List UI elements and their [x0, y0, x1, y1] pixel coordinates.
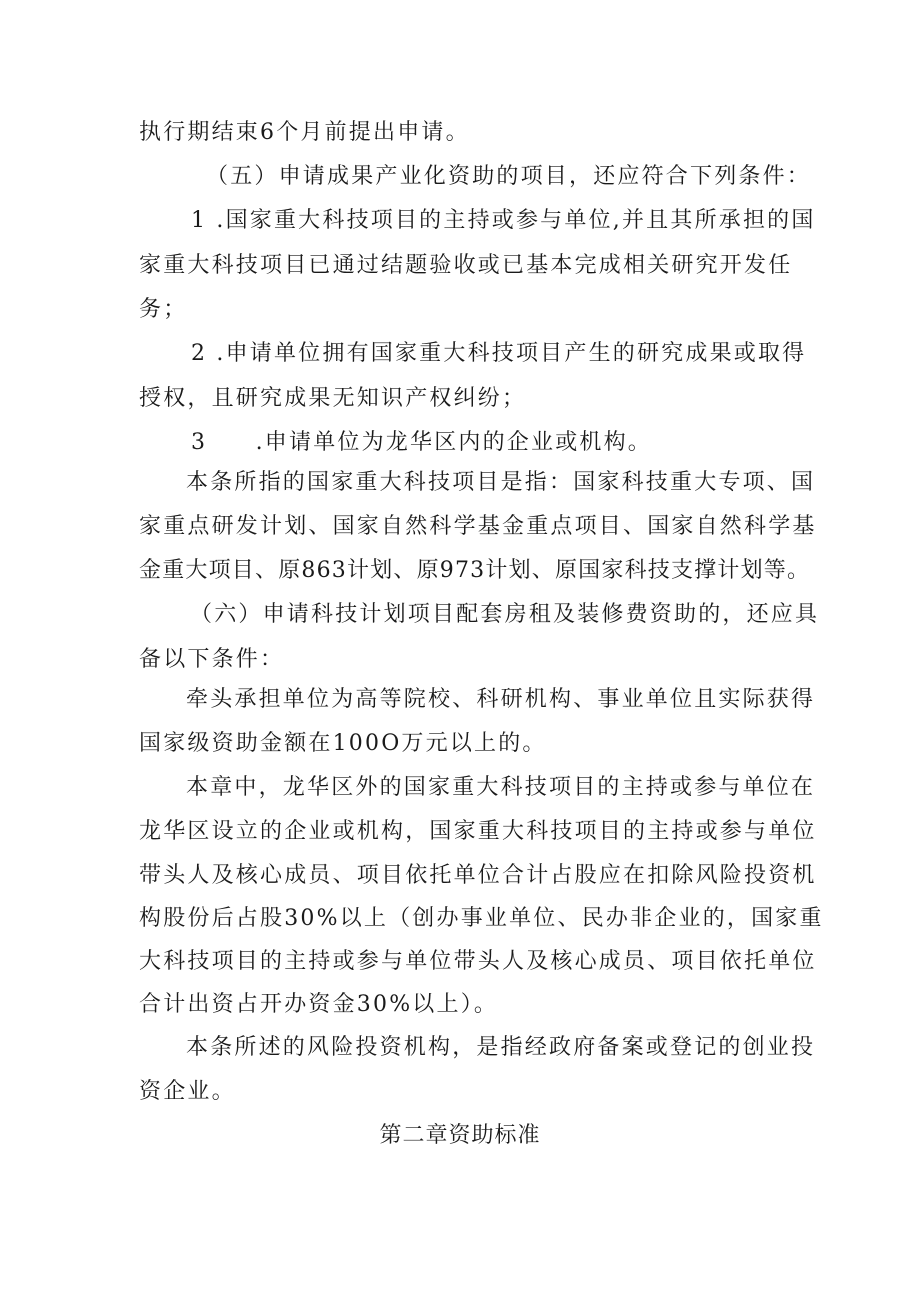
chapter-heading: 第二章资助标准: [379, 1123, 541, 1148]
paragraph-line: 本条所述的风险投资机构，是指经政府备案或登记的创业投: [186, 1035, 816, 1060]
paragraph-line: 构股份后占股30%以上（创办事业单位、民办非企业的，国家重: [139, 906, 824, 931]
paragraph-line: 资企业。: [139, 1079, 236, 1104]
paragraph-line: 3 .申请单位为龙华区内的企业或机构。: [191, 430, 652, 455]
paragraph-line: 家重点研发计划、国家自然科学基金重点项目、国家自然科学基: [139, 514, 817, 539]
paragraph-line: （五）申请成果产业化资助的项目，还应符合下列条件：: [206, 164, 812, 189]
paragraph-line: 带头人及核心成员、项目依托单位合计占股应在扣除风险投资机: [139, 863, 817, 888]
paragraph-line: 备以下条件：: [139, 647, 285, 672]
paragraph-line: 2 .申请单位拥有国家重大科技项目产生的研究成果或取得: [191, 341, 807, 366]
paragraph-line: 合计出资占开办资金30%以上）。: [139, 992, 499, 1017]
paragraph-line: 大科技项目的主持或参与单位带头人及核心成员、项目依托单位: [139, 949, 817, 974]
paragraph-line: 务；: [139, 297, 188, 322]
paragraph-line: 牵头承担单位为高等院校、科研机构、事业单位且实际获得: [186, 687, 816, 712]
paragraph-line: 本条所指的国家重大科技项目是指：国家科技重大专项、国: [186, 470, 816, 495]
paragraph-line: 1 .国家重大科技项目的主持或参与单位,并且其所承担的国: [191, 208, 816, 233]
paragraph-line: 龙华区设立的企业或机构，国家重大科技项目的主持或参与单位: [139, 819, 817, 844]
paragraph-line: 执行期结束6个月前提出申请。: [139, 120, 470, 145]
paragraph-line: 本章中，龙华区外的国家重大科技项目的主持或参与单位在: [186, 775, 816, 800]
paragraph-line: 授权，且研究成果无知识产权纠纷；: [139, 386, 527, 411]
paragraph-line: 家重大科技项目已通过结题验收或已基本完成相关研究开发任: [139, 253, 793, 278]
paragraph-line: 金重大项目、原863计划、原973计划、原国家科技支撑计划等。: [139, 558, 811, 583]
paragraph-line: 国家级资助金额在100O万元以上的。: [139, 731, 547, 756]
paragraph-line: （六）申请科技计划项目配套房租及装修费资助的，还应具: [190, 602, 820, 627]
